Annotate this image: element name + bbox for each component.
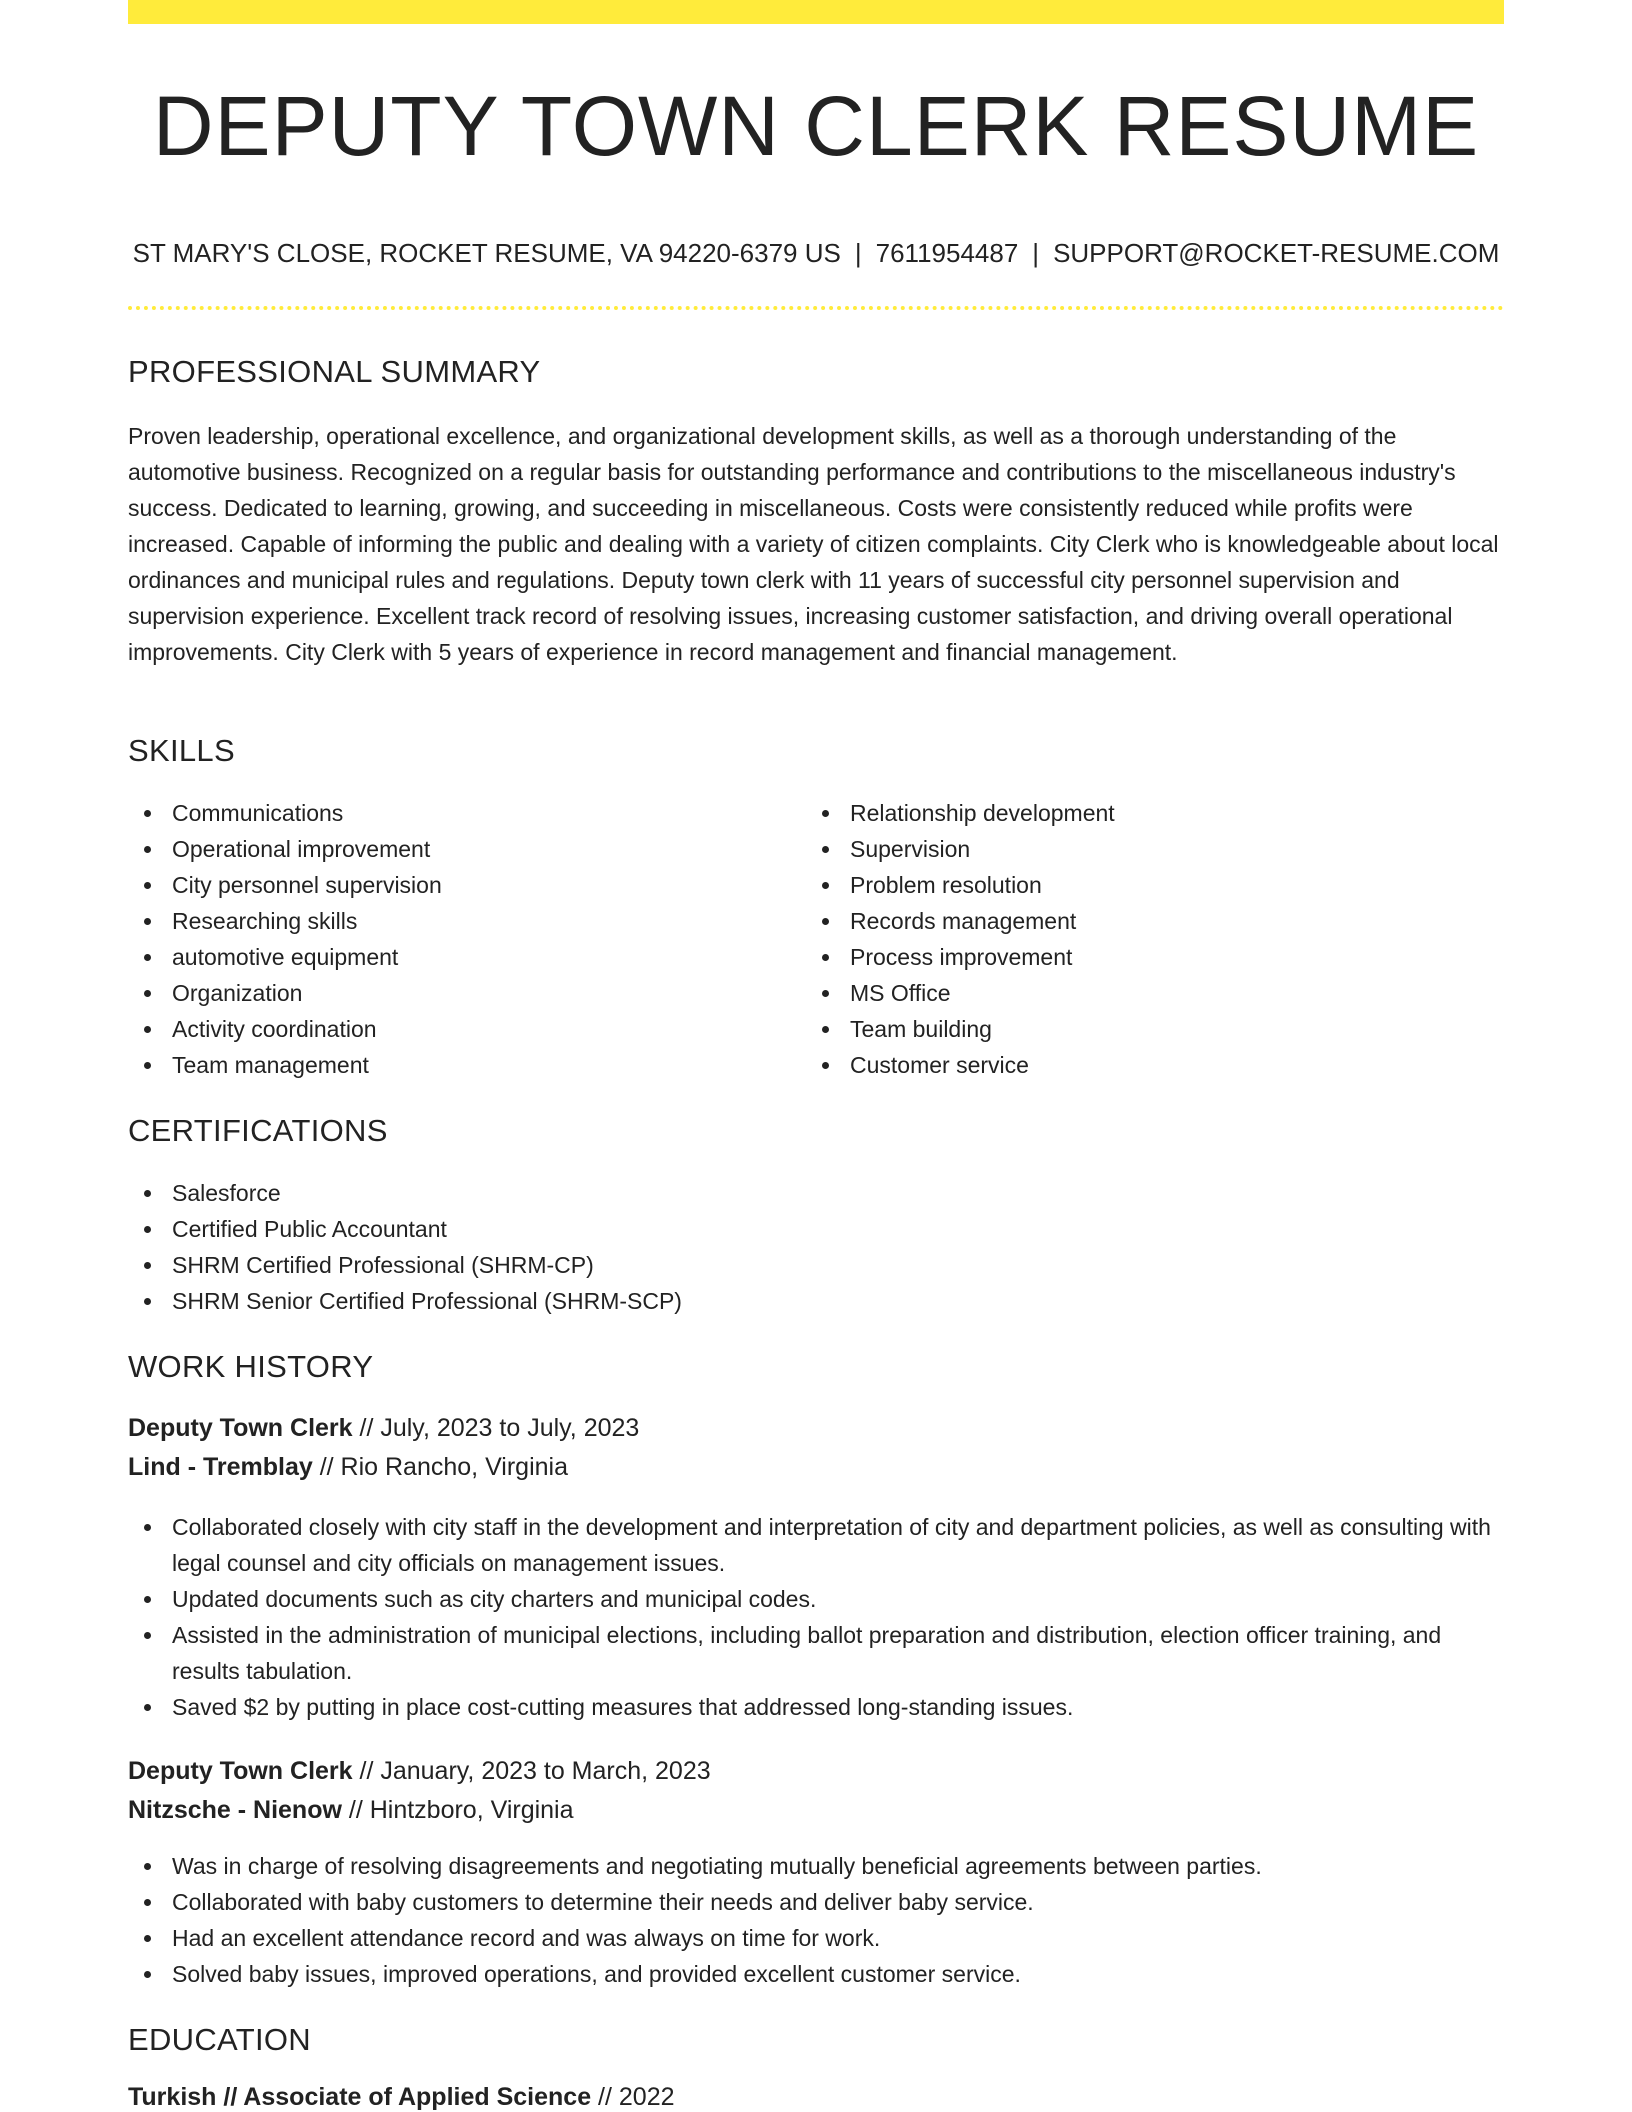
job-bullet: Collaborated closely with city staff in the development and interpretation of city and department policies, as well as consulting with legal counsel and city officials on management issues.: [128, 1509, 1504, 1581]
education-degree: // Associate of Applied Science: [216, 2083, 592, 2111]
contact-phone: 7611954487: [875, 238, 1019, 268]
skill-item: Process improvement: [806, 939, 1486, 975]
job-bullet: Assisted in the administration of municipal elections, including ballot preparation and distribution, election officer training, and results tabulation.: [128, 1617, 1504, 1689]
summary-text: Proven leadership, operational excellence, and organizational development skills, as well as a thorough understanding of the automotive business. Recognized on a regular basis for outstanding performance and contributions to the miscellaneous industry's success. Dedicated to learning, growing, and succeeding in miscellaneous. Costs were consistently reduced while profits were increased. Capable of informing the public and dealing with a variety of citizen complaints. City Clerk who is knowledgeable about local ordinances and municipal rules and regulations. Deputy town clerk with 11 years of successful city personnel supervision and supervision experience. Excellent track record of resolving issues, increasing customer satisfaction, and driving overall operational improvements. City Clerk with 5 years of experience in record management and financial management.: [128, 423, 1499, 665]
skill-item: MS Office: [806, 975, 1486, 1011]
certifications-heading: CERTIFICATIONS: [128, 1113, 388, 1148]
resume-title: DEPUTY TOWN CLERK RESUME: [152, 79, 1480, 173]
skill-item: automotive equipment: [128, 939, 808, 975]
job-bullet: Solved baby issues, improved operations, and provided excellent customer service.: [128, 1956, 1504, 1992]
job-title: Deputy Town Clerk: [128, 1414, 353, 1442]
contact-separator: |: [854, 238, 862, 268]
contact-email: SUPPORT@ROCKET-RESUME.COM: [1053, 238, 1500, 268]
skill-item: Researching skills: [128, 903, 808, 939]
skill-item: Customer service: [806, 1047, 1486, 1083]
skill-item: Team management: [128, 1047, 808, 1083]
skill-item: Operational improvement: [128, 831, 808, 867]
job-bullets: [128, 1848, 1504, 1992]
job-bullet: Saved $2 by putting in place cost-cutting measures that addressed long-standing issues.: [128, 1689, 1504, 1725]
contact-address: ST MARY'S CLOSE, ROCKET RESUME, VA 94220-6379 US: [132, 238, 841, 268]
job-location: // Rio Rancho, Virginia: [312, 1453, 568, 1481]
skill-item: City personnel supervision: [128, 867, 808, 903]
job-company-line: [128, 1796, 1504, 1825]
job-bullet: Collaborated with baby customers to determine their needs and deliver baby service.: [128, 1884, 1504, 1920]
education-school: Turkish: [128, 2083, 217, 2111]
education-line: [128, 2083, 1504, 2112]
job-company-line: [128, 1453, 1504, 1482]
job-title-line: [128, 1757, 1504, 1786]
certification-item: SHRM Senior Certified Professional (SHRM-SCP): [128, 1283, 1504, 1319]
job-bullets: [128, 1509, 1504, 1725]
certification-item: Certified Public Accountant: [128, 1211, 1504, 1247]
skill-item: Organization: [128, 975, 808, 1011]
certification-item: Salesforce: [128, 1175, 1504, 1211]
skill-item: Activity coordination: [128, 1011, 808, 1047]
job-bullet: Was in charge of resolving disagreements and negotiating mutually beneficial agreements between parties.: [128, 1848, 1504, 1884]
work-history-heading: WORK HISTORY: [128, 1349, 374, 1384]
skill-item: Communications: [128, 795, 808, 831]
skill-item: Relationship development: [806, 795, 1486, 831]
job-company: Nitzsche - Nienow: [128, 1796, 342, 1824]
job-bullet: Had an excellent attendance record and was always on time for work.: [128, 1920, 1504, 1956]
job-title-line: [128, 1414, 1504, 1443]
dotted-divider: [128, 306, 1504, 310]
job-title: Deputy Town Clerk: [128, 1757, 353, 1785]
education-heading: EDUCATION: [128, 2022, 311, 2057]
skill-item: Team building: [806, 1011, 1486, 1047]
job-dates: // January, 2023 to March, 2023: [352, 1757, 711, 1785]
job-company: Lind - Tremblay: [128, 1453, 313, 1481]
job-location: // Hintzboro, Virginia: [341, 1796, 574, 1824]
job-dates: // July, 2023 to July, 2023: [352, 1414, 640, 1442]
contact-line: [128, 238, 1504, 269]
skills-list-left: [128, 795, 808, 1083]
certifications-list: [128, 1175, 1504, 1319]
contact-separator: |: [1032, 238, 1040, 268]
summary-heading: PROFESSIONAL SUMMARY: [128, 354, 541, 389]
skills-list-right: [806, 795, 1486, 1083]
skills-heading: SKILLS: [128, 733, 235, 768]
job-bullet: Updated documents such as city charters and municipal codes.: [128, 1581, 1504, 1617]
certification-item: SHRM Certified Professional (SHRM-CP): [128, 1247, 1504, 1283]
education-year: // 2022: [591, 2083, 675, 2111]
skill-item: Records management: [806, 903, 1486, 939]
skill-item: Problem resolution: [806, 867, 1486, 903]
accent-bar: [128, 0, 1504, 24]
skill-item: Supervision: [806, 831, 1486, 867]
